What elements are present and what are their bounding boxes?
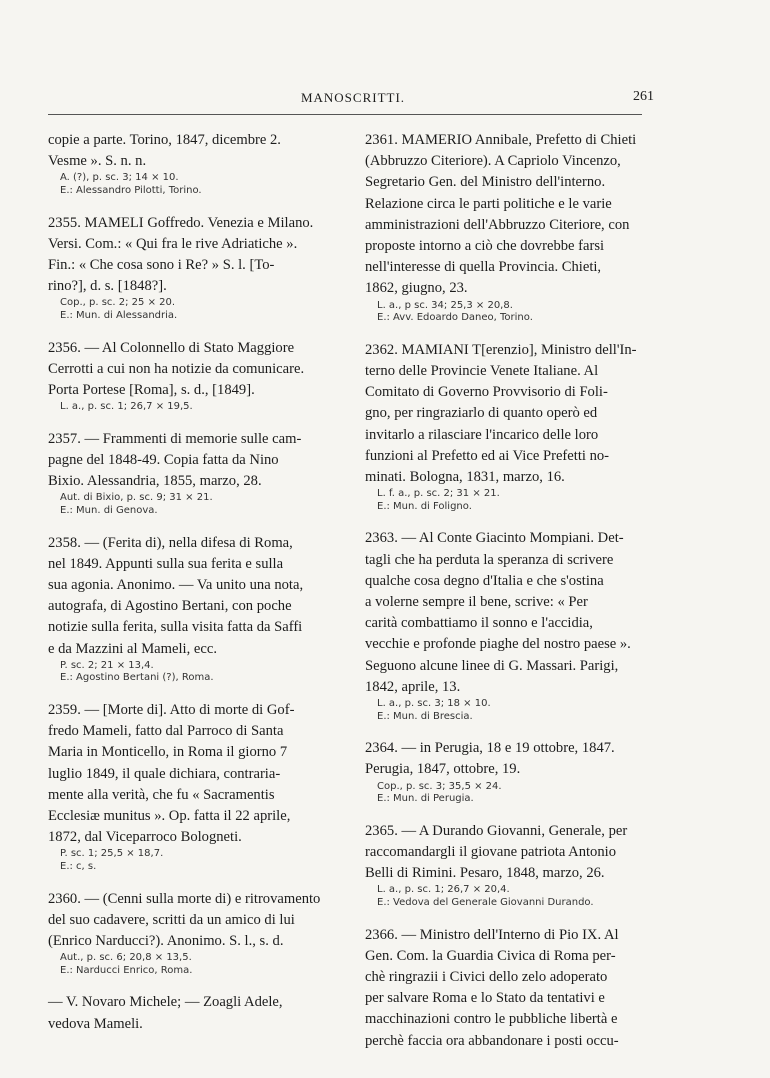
entry-note: E.: Agostino Bertani (?), Roma. [60,672,214,684]
entry-note: L. a., p. sc. 1; 26,7 × 19,5. [60,401,193,413]
entry-note: E.: Alessandro Pilotti, Torino. [60,185,202,196]
entry-note: Aut. di Bixio, p. sc. 9; 31 × 21. [60,492,213,504]
catalog-entry [48,338,336,414]
cross-reference-line: — V. Novaro Michele; — Zoagli Adele, [48,994,283,1011]
entry-line: pagne del 1848-49. Copia fatta da Nino [48,452,279,468]
catalog-entry [48,533,336,685]
entry-note: Aut., p. sc. 6; 20,8 × 13,5. [60,952,192,964]
entry-line: 1842, aprile, 13. [365,678,461,695]
entry-line: macchinazioni contro le pubbliche libertà e [365,1011,618,1028]
entry-note: E.: Avv. Edoardo Daneo, Torino. [377,312,533,324]
catalog-entry [365,528,653,723]
entry-line: gno, per ringraziarlo di quanto operò ed [365,405,598,422]
entry-note: L. a., p sc. 34; 25,3 × 20,8. [377,299,513,311]
page-header [48,86,658,110]
entry-line: Perugia, 1847, ottobre, 19. [365,761,521,778]
entry-note: E.: c, s. [60,861,97,873]
entry-line: nell'interesse di quella Provincia. Chieti, [365,259,602,276]
entry-line: carità combattiamo il sonno e l'accidia, [365,615,593,632]
entry-line: Ecclesiæ munitus ». Op. fatta il 22 aprile, [48,808,291,825]
running-title: MANOSCRITTI. [300,90,406,105]
entry-note: E.: Mun. di Perugia. [377,793,474,805]
cross-reference [48,992,336,1034]
entry-line: 1872, dal Viceparroco Bologneti. [48,829,242,846]
entry-line: qualche cosa degno d'Italia e che s'ostina [365,572,604,589]
entry-line: Porta Portese [Roma], s. d., [1849]. [48,382,255,398]
entry-note: E.: Mun. di Genova. [60,505,158,516]
entry-line: per salvare Roma e lo Stato da tentativi e [365,990,605,1007]
entry-note: E.: Mun. di Foligno. [377,500,472,512]
entry-line: vecchie e profonde piaghe del nostro paese ». [365,636,631,653]
entry-line: 2358. — (Ferita di), nella difesa di Roma, [48,534,293,551]
entry-line: tagli che ha perduta la speranza di scrivere [365,551,614,568]
entry-line: terno delle Provincie Venete Italiane. Al [365,363,599,380]
entry-line: 2364. — in Perugia, 18 e 19 ottobre, 1847. [365,740,615,757]
entry-note: E.: Mun. di Alessandria. [60,310,178,321]
catalog-entry [365,130,653,325]
entry-line: autografa, di Agostino Bertani, con poche [48,598,292,615]
entry-line: 2357. — Frammenti di memorie sulle cam- [48,430,302,447]
catalog-entry [365,821,653,910]
catalog-entry [48,213,336,323]
entry-line: mente alla verità, che fu « Sacramentis [48,786,275,803]
entry-line: Comitato di Governo Provvisorio di Foli- [365,384,608,401]
entry-line: rino?], d. s. [1848?]. [48,278,167,295]
entry-line: del suo cadavere, scritti da un amico di lui [48,911,295,928]
entry-line: Relazione circa le parti politiche e le varie [365,195,612,212]
entry-note: P. sc. 2; 21 × 13,4. [60,659,154,671]
entry-line: invitarlo a rilasciare l'incarico delle loro [365,426,599,443]
entry-line: funzioni al Prefetto ed ai Vice Prefetti no- [365,447,610,464]
catalog-entry [365,340,653,514]
entry-line: Versi. Com.: « Qui fra le rive Adriatiche ». [48,235,298,252]
entry-note: L. f. a., p. sc. 2; 31 × 21. [377,488,500,500]
entry-line: minati. Bologna, 1831, marzo, 16. [365,469,565,486]
entry-line: Segretario Gen. del Ministro dell'interno. [365,174,606,191]
cross-reference-line: vedova Mameli. [48,1015,143,1032]
entry-line: (Enrico Narducci?). Anonimo. S. l., s. d. [48,933,284,950]
catalog-entry [48,429,336,518]
entry-line: 2362. MAMIANI T[erenzio], Ministro dell'In- [365,341,637,358]
entry-line: 2359. — [Morte di]. Atto di morte di Gof- [48,702,295,718]
catalog-entry [48,130,336,198]
entry-line: (Abbruzzo Citeriore). A Capriolo Vincenzo, [365,153,621,170]
entry-line: a volerne sempre il bene, scrive: « Per [365,594,588,611]
entry-note: P. sc. 1; 25,5 × 18,7. [60,848,164,860]
entry-line: Seguono alcune linee di G. Massari. Parigi, [365,657,619,674]
entry-line: Bixio. Alessandria, 1855, marzo, 28. [48,473,262,490]
entry-line: perchè faccia ora abbandonare i posti occu- [365,1032,619,1049]
entry-line: fredo Mameli, fatto dal Parroco di Santa [48,723,284,740]
entry-line: raccomandargli il giovane patriota Antonio [365,844,616,861]
entry-note: E.: Narducci Enrico, Roma. [60,964,193,976]
entry-line: Maria in Monticello, in Roma il giorno 7 [48,744,288,761]
entry-line: 1862, giugno, 23. [365,280,468,297]
header-rule [48,114,642,115]
entry-line: e da Mazzini al Mameli, ecc. [48,640,217,657]
entry-note: Cop., p. sc. 2; 25 × 20. [60,297,176,309]
entry-line: Belli di Rimini. Pesaro, 1848, marzo, 26. [365,865,605,882]
entry-line: luglio 1849, il quale dichiara, contraria- [48,765,281,782]
catalog-entry [365,738,653,806]
entry-line: Gen. Com. la Guardia Civica di Roma per- [365,947,616,964]
entry-line: 2356. — Al Colonnello di Stato Maggiore [48,339,295,356]
entry-line: Vesme ». S. n. n. [48,153,147,170]
entry-line: 2365. — A Durando Giovanni, Generale, per [365,822,628,839]
entry-line: 2361. MAMERIO Annibale, Prefetto di Chieti [365,132,637,148]
entry-line: 2355. MAMELI Goffredo. Venezia e Milano. [48,214,314,231]
entry-line: proposte intorno a ciò che dovrebbe farsi [365,238,605,255]
entry-line: 2360. — (Cenni sulla morte di) e ritrovamento [48,890,321,907]
entry-note: L. a., p. sc. 1; 26,7 × 20,4. [377,884,510,896]
entry-line: sua agonia. Anonimo. — Va unito una nota, [48,577,304,593]
entry-line: Fin.: « Che cosa sono i Re? » S. l. [To- [48,257,275,273]
entry-note: E.: Vedova del Generale Giovanni Durando. [377,897,594,909]
left-column [48,130,336,1035]
entry-line: 2366. — Ministro dell'Interno di Pio IX. Al [365,926,619,943]
catalog-entry [48,889,336,978]
entry-line: notizie sulla ferita, sulla visita fatta da Saffi [48,619,303,636]
page-number: 261 [633,89,654,104]
right-column [365,130,653,1067]
entry-note: L. a., p. sc. 3; 18 × 10. [377,698,491,710]
entry-note: Cop., p. sc. 3; 35,5 × 24. [377,780,502,792]
entry-note: E.: Mun. di Brescia. [377,710,473,722]
entry-line: chè ringrazii i Civici dello zelo adoperato [365,969,608,986]
entry-line: amministrazioni dell'Abbruzzo Citeriore, con [365,216,630,233]
entry-line: nel 1849. Appunti sulla sua ferita e sulla [48,555,284,572]
entry-line: Cerrotti a cui non ha notizie da comunicare. [48,360,305,377]
entry-line: copie a parte. Torino, 1847, dicembre 2. [48,132,281,148]
catalog-entry [48,700,336,874]
entry-line: 2363. — Al Conte Giacinto Mompiani. Det- [365,530,624,547]
catalog-entry [365,925,653,1052]
entry-note: A. (?), p. sc. 3; 14 × 10. [60,172,179,184]
